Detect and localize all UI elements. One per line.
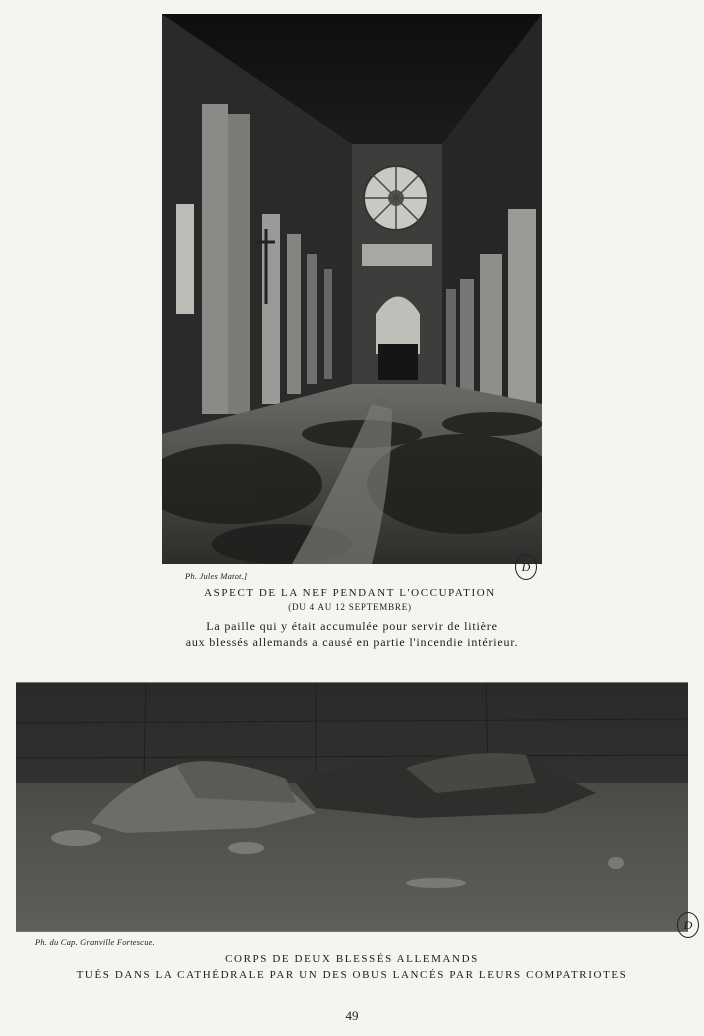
fallen-soldiers-photo	[16, 682, 688, 932]
caption-title-top: ASPECT DE LA NEF PENDANT L'OCCUPATION	[204, 587, 496, 599]
caption-dates-top: (DU 4 AU 12 SEPTEMBRE)	[288, 602, 412, 612]
caption-bottom-line1: CORPS DE DEUX BLESSÉS ALLEMANDS	[225, 953, 479, 965]
stamp-mark-top: D	[515, 554, 537, 580]
caption-bottom-line2: TUÉS DANS LA CATHÉDRALE PAR UN DES OBUS LANCÉS PAR LEURS COMPATRIOTES	[76, 969, 628, 981]
page-number: 49	[345, 1008, 359, 1023]
photo-credit-top: Ph. Jules Matot.]	[185, 571, 248, 581]
photo-credit-bottom: Ph. du Cap. Granville Fortescue.	[35, 937, 155, 947]
caption-text-top-line2: aux blessés allemands a causé en partie l'incendie intérieur.	[185, 635, 519, 649]
caption-text-top-line1: La paille qui y était accumulée pour servir de litière	[206, 619, 498, 633]
cathedral-nave-photo	[162, 14, 542, 564]
ground-illustration	[16, 683, 688, 931]
stamp-mark-bottom: D	[677, 912, 699, 938]
nave-illustration	[162, 14, 542, 564]
